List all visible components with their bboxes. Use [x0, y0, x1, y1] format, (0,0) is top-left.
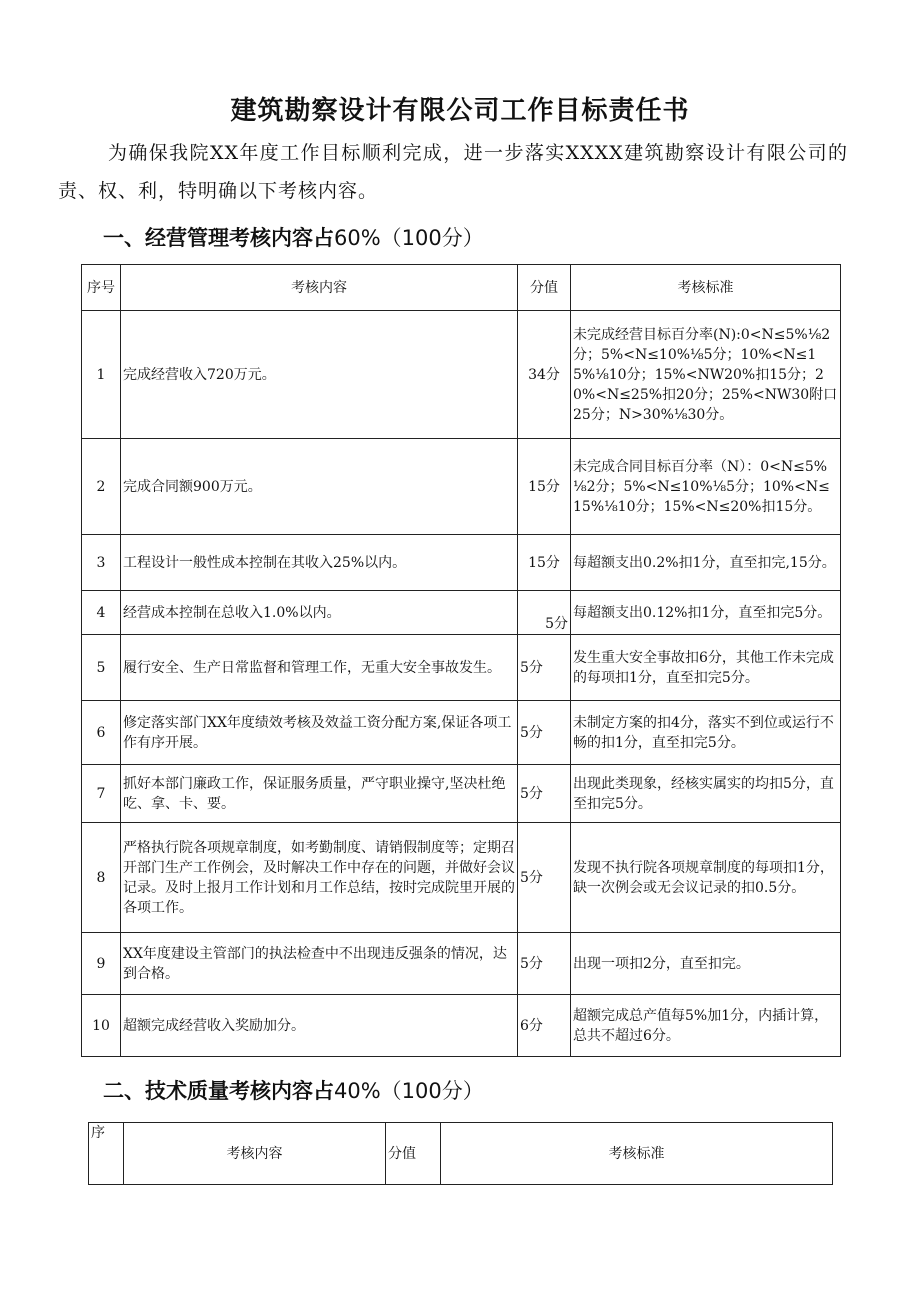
section1-heading-text: 一、经营管理考核内容占: [103, 226, 334, 250]
row-no: 7: [82, 765, 121, 823]
row-score: 34分: [518, 311, 571, 439]
header-no: 序号: [82, 265, 121, 311]
header-content: 考核内容: [124, 1123, 386, 1185]
row-score: 5分: [518, 823, 571, 933]
row-score: 15分: [518, 535, 571, 591]
row-content: 修定落实部门XX年度绩效考核及效益工资分配方案,保证各项工作有序开展。: [121, 701, 518, 765]
row-standard: 出现一项扣2分，直至扣完。: [571, 933, 841, 995]
row-score: 5分: [518, 701, 571, 765]
section1-heading: [103, 222, 484, 252]
row-standard: 每超额支出0.12%扣1分，直至扣完5分。: [571, 591, 841, 635]
row-standard: 超额完成总产值每5%加1分，内插计算，总共不超过6分。: [571, 995, 841, 1057]
table-row: [82, 995, 841, 1057]
row-no: 3: [82, 535, 121, 591]
table-row: [82, 635, 841, 701]
row-standard: 未完成经营目标百分率(N):0<N≤5%⅛2分；5%<N≤10%⅛5分；10%<N≤15%⅛10分；15%<NW20%扣15分；20%<N≤25%扣20分；25%<NW30附口25分；N>30%⅛30分。: [571, 311, 841, 439]
header-standard: 考核标准: [441, 1123, 833, 1185]
row-no: 10: [82, 995, 121, 1057]
row-content: 抓好本部门廉政工作，保证服务质量，严守职业操守,坚决杜绝吃、拿、卡、要。: [121, 765, 518, 823]
row-no: 8: [82, 823, 121, 933]
table-row: [82, 701, 841, 765]
table-row: [82, 765, 841, 823]
section2-table: [88, 1122, 833, 1185]
row-content: 超额完成经营收入奖励加分。: [121, 995, 518, 1057]
row-score: 5分: [518, 635, 571, 701]
row-no: 4: [82, 591, 121, 635]
row-standard: 出现此类现象，经核实属实的均扣5分，直至扣完5分。: [571, 765, 841, 823]
document-title: 建筑勘察设计有限公司工作目标责任书: [230, 96, 690, 126]
row-no: 6: [82, 701, 121, 765]
table-header-row: [89, 1123, 833, 1185]
section2-weight: 40%（100分）: [334, 1079, 484, 1103]
section2-heading-text: 二、技术质量考核内容占: [103, 1079, 334, 1103]
row-no: 9: [82, 933, 121, 995]
section1-weight: 60%（100分）: [334, 226, 484, 250]
table-row: [82, 933, 841, 995]
row-no: 1: [82, 311, 121, 439]
row-content: 完成合同额900万元。: [121, 439, 518, 535]
intro-paragraph: 为确保我院XX年度工作目标顺利完成，进一步落实XXXX建筑勘察设计有限公司的责、权、利，特明确以下考核内容。: [58, 142, 848, 202]
row-content: XX年度建设主管部门的执法检查中不出现违反强条的情况，达到合格。: [121, 933, 518, 995]
row-score: 6分: [518, 995, 571, 1057]
header-no: 序: [89, 1123, 124, 1185]
row-score: 15分: [518, 439, 571, 535]
row-content: 工程设计一般性成本控制在其收入25%以内。: [121, 535, 518, 591]
table-row: [82, 439, 841, 535]
row-content: 完成经营收入720万元。: [121, 311, 518, 439]
row-content: 严格执行院各项规章制度，如考勤制度、请销假制度等；定期召开部门生产工作例会，及时解决工作中存在的问题，并做好会议记录。及时上报月工作计划和月工作总结，按时完成院里开展的各项工作。: [121, 823, 518, 933]
row-score: 5分: [518, 933, 571, 995]
row-standard: 未制定方案的扣4分，落实不到位或运行不畅的扣1分，直至扣完5分。: [571, 701, 841, 765]
row-standard: 每超额支出0.2%扣1分，直至扣完,15分。: [571, 535, 841, 591]
section1-table: [81, 264, 841, 1057]
row-no: 2: [82, 439, 121, 535]
section2-heading: [103, 1075, 484, 1105]
table-row: [82, 535, 841, 591]
header-score: 分值: [386, 1123, 441, 1185]
row-content: 履行安全、生产日常监督和管理工作，无重大安全事故发生。: [121, 635, 518, 701]
header-score: 分值: [518, 265, 571, 311]
table-row: [82, 311, 841, 439]
table-row: [82, 823, 841, 933]
header-standard: 考核标准: [571, 265, 841, 311]
header-content: 考核内容: [121, 265, 518, 311]
row-standard: 发生重大安全事故扣6分，其他工作未完成的每项扣1分，直至扣完5分。: [571, 635, 841, 701]
table-header-row: [82, 265, 841, 311]
row-standard: 未完成合同目标百分率（N）：0<N≤5%⅛2分；5%<N≤10%⅛5分；10%<N≤15%⅛10分；15%<N≤20%扣15分。: [571, 439, 841, 535]
row-score: 5分: [518, 765, 571, 823]
row-standard: 发现不执行院各项规章制度的每项扣1分，缺一次例会或无会议记录的扣0.5分。: [571, 823, 841, 933]
row-content: 经营成本控制在总收入1.0%以内。: [121, 591, 518, 635]
row-score: 5分: [518, 591, 571, 635]
table-row: [82, 591, 841, 635]
row-no: 5: [82, 635, 121, 701]
